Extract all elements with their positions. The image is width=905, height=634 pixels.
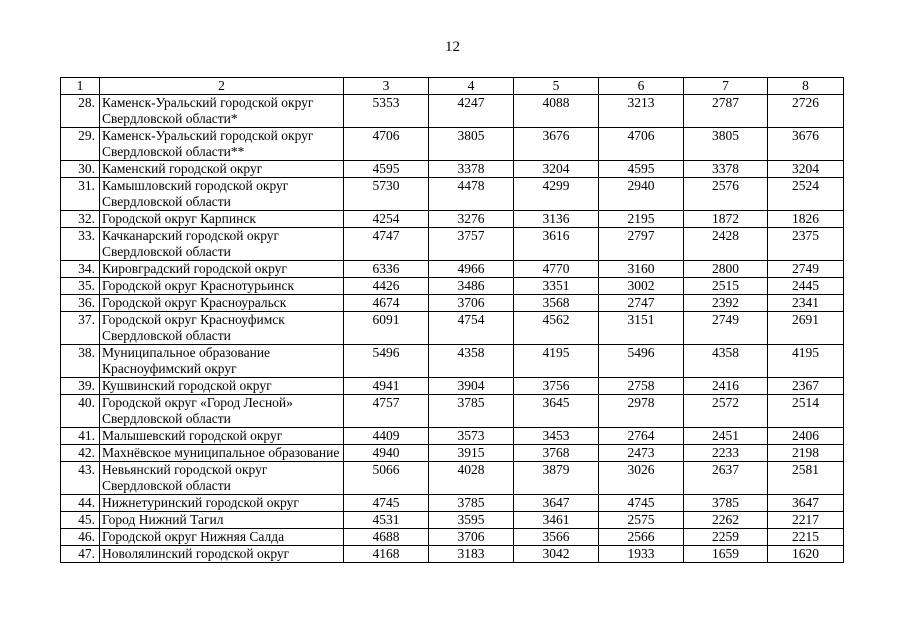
value-cell: 2581 (768, 462, 844, 495)
value-cell: 3461 (514, 512, 599, 529)
value-cell: 4595 (599, 161, 684, 178)
value-cell: 4168 (344, 546, 429, 563)
table-row (61, 378, 844, 395)
value-cell: 4562 (514, 312, 599, 345)
value-cell: 3785 (684, 495, 768, 512)
value-cell: 3645 (514, 395, 599, 428)
value-cell: 4706 (599, 128, 684, 161)
value-cell: 3904 (429, 378, 514, 395)
value-cell: 4941 (344, 378, 429, 395)
row-number: 34. (61, 261, 100, 278)
value-cell: 4358 (684, 345, 768, 378)
municipality-name: Городской округ Нижняя Салда (100, 529, 344, 546)
municipality-name: Городской округ «Город Лесной» Свердловской области (100, 395, 344, 428)
value-cell: 3573 (429, 428, 514, 445)
table-row (61, 95, 844, 128)
table-row (61, 395, 844, 428)
value-cell: 3378 (429, 161, 514, 178)
value-cell: 1620 (768, 546, 844, 563)
municipality-name: Кушвинский городской округ (100, 378, 344, 395)
value-cell: 2787 (684, 95, 768, 128)
value-cell: 1872 (684, 211, 768, 228)
table-row (61, 546, 844, 563)
header-cell: 5 (514, 78, 599, 95)
table-row (61, 295, 844, 312)
table-row (61, 512, 844, 529)
value-cell: 3915 (429, 445, 514, 462)
value-cell: 2195 (599, 211, 684, 228)
value-cell: 3756 (514, 378, 599, 395)
municipality-name: Муниципальное образование Красноуфимский округ (100, 345, 344, 378)
header-cell: 4 (429, 78, 514, 95)
value-cell: 2514 (768, 395, 844, 428)
value-cell: 6091 (344, 312, 429, 345)
header-cell: 1 (61, 78, 100, 95)
value-cell: 3647 (514, 495, 599, 512)
value-cell: 4754 (429, 312, 514, 345)
value-cell: 3768 (514, 445, 599, 462)
value-cell: 4088 (514, 95, 599, 128)
header-cell: 2 (100, 78, 344, 95)
value-cell: 1659 (684, 546, 768, 563)
value-cell: 3785 (429, 395, 514, 428)
value-cell: 2445 (768, 278, 844, 295)
row-number: 38. (61, 345, 100, 378)
row-number: 46. (61, 529, 100, 546)
value-cell: 4531 (344, 512, 429, 529)
value-cell: 2572 (684, 395, 768, 428)
row-number: 43. (61, 462, 100, 495)
row-number: 32. (61, 211, 100, 228)
value-cell: 4940 (344, 445, 429, 462)
value-cell: 4195 (768, 345, 844, 378)
municipality-name: Качканарский городской округ Свердловской области (100, 228, 344, 261)
municipality-name: Махнёвское муниципальное образование (100, 445, 344, 462)
table-row (61, 445, 844, 462)
value-cell: 3706 (429, 295, 514, 312)
value-cell: 2749 (768, 261, 844, 278)
value-cell: 2691 (768, 312, 844, 345)
row-number: 29. (61, 128, 100, 161)
value-cell: 2576 (684, 178, 768, 211)
row-number: 39. (61, 378, 100, 395)
table-row (61, 529, 844, 546)
value-cell: 3879 (514, 462, 599, 495)
value-cell: 3276 (429, 211, 514, 228)
value-cell: 2637 (684, 462, 768, 495)
value-cell: 4674 (344, 295, 429, 312)
value-cell: 2262 (684, 512, 768, 529)
value-cell: 4195 (514, 345, 599, 378)
value-cell: 2749 (684, 312, 768, 345)
value-cell: 3785 (429, 495, 514, 512)
value-cell: 3351 (514, 278, 599, 295)
value-cell: 4757 (344, 395, 429, 428)
municipality-name: Городской округ Красноуфимск Свердловской области (100, 312, 344, 345)
municipality-name: Городской округ Карпинск (100, 211, 344, 228)
value-cell: 6336 (344, 261, 429, 278)
value-cell: 2524 (768, 178, 844, 211)
value-cell: 2726 (768, 95, 844, 128)
row-number: 35. (61, 278, 100, 295)
value-cell: 4028 (429, 462, 514, 495)
value-cell: 4426 (344, 278, 429, 295)
value-cell: 5496 (599, 345, 684, 378)
header-cell: 8 (768, 78, 844, 95)
value-cell: 3151 (599, 312, 684, 345)
row-number: 41. (61, 428, 100, 445)
row-number: 47. (61, 546, 100, 563)
value-cell: 3183 (429, 546, 514, 563)
value-cell: 4254 (344, 211, 429, 228)
municipality-name: Малышевский городской округ (100, 428, 344, 445)
value-cell: 4247 (429, 95, 514, 128)
value-cell: 3757 (429, 228, 514, 261)
value-cell: 2451 (684, 428, 768, 445)
row-number: 42. (61, 445, 100, 462)
table-row (61, 278, 844, 295)
value-cell: 3213 (599, 95, 684, 128)
value-cell: 3026 (599, 462, 684, 495)
value-cell: 3453 (514, 428, 599, 445)
table-row (61, 312, 844, 345)
value-cell: 2428 (684, 228, 768, 261)
value-cell: 4409 (344, 428, 429, 445)
municipality-name: Каменск-Уральский городской округ Свердловской области** (100, 128, 344, 161)
value-cell: 5730 (344, 178, 429, 211)
header-cell: 6 (599, 78, 684, 95)
value-cell: 5353 (344, 95, 429, 128)
value-cell: 3805 (684, 128, 768, 161)
row-number: 44. (61, 495, 100, 512)
value-cell: 4299 (514, 178, 599, 211)
page-number: 12 (445, 39, 460, 55)
row-number: 31. (61, 178, 100, 211)
table-row (61, 261, 844, 278)
municipality-name: Каменск-Уральский городской округ Свердловской области* (100, 95, 344, 128)
municipality-name: Кировградский городской округ (100, 261, 344, 278)
table-body (61, 78, 844, 563)
value-cell: 3204 (514, 161, 599, 178)
table-row (61, 345, 844, 378)
table-row (61, 495, 844, 512)
municipality-name: Камышловский городской округ Свердловской области (100, 178, 344, 211)
value-cell: 3676 (768, 128, 844, 161)
value-cell: 2797 (599, 228, 684, 261)
value-cell: 2566 (599, 529, 684, 546)
municipality-name: Новолялинский городской округ (100, 546, 344, 563)
value-cell: 2978 (599, 395, 684, 428)
value-cell: 4478 (429, 178, 514, 211)
value-cell: 4706 (344, 128, 429, 161)
value-cell: 4745 (599, 495, 684, 512)
row-number: 37. (61, 312, 100, 345)
municipality-name: Нижнетуринский городской округ (100, 495, 344, 512)
header-cell: 7 (684, 78, 768, 95)
value-cell: 2575 (599, 512, 684, 529)
value-cell: 3568 (514, 295, 599, 312)
value-cell: 2747 (599, 295, 684, 312)
value-cell: 2215 (768, 529, 844, 546)
row-number: 36. (61, 295, 100, 312)
row-number: 28. (61, 95, 100, 128)
value-cell: 3160 (599, 261, 684, 278)
row-number: 33. (61, 228, 100, 261)
value-cell: 3378 (684, 161, 768, 178)
value-cell: 5066 (344, 462, 429, 495)
value-cell: 2375 (768, 228, 844, 261)
table-row (61, 128, 844, 161)
value-cell: 4745 (344, 495, 429, 512)
value-cell: 2758 (599, 378, 684, 395)
value-cell: 4595 (344, 161, 429, 178)
value-cell: 2515 (684, 278, 768, 295)
municipality-name: Городской округ Краснотурьинск (100, 278, 344, 295)
table-header-row (61, 78, 844, 95)
row-number: 30. (61, 161, 100, 178)
value-cell: 2764 (599, 428, 684, 445)
value-cell: 3042 (514, 546, 599, 563)
data-table (60, 77, 844, 563)
value-cell: 2233 (684, 445, 768, 462)
header-cell: 3 (344, 78, 429, 95)
table-row (61, 462, 844, 495)
table-row (61, 178, 844, 211)
value-cell: 3486 (429, 278, 514, 295)
value-cell: 2940 (599, 178, 684, 211)
value-cell: 2406 (768, 428, 844, 445)
value-cell: 3566 (514, 529, 599, 546)
value-cell: 2800 (684, 261, 768, 278)
municipality-name: Город Нижний Тагил (100, 512, 344, 529)
value-cell: 2198 (768, 445, 844, 462)
value-cell: 4770 (514, 261, 599, 278)
value-cell: 5496 (344, 345, 429, 378)
value-cell: 3647 (768, 495, 844, 512)
value-cell: 3805 (429, 128, 514, 161)
table-row (61, 428, 844, 445)
value-cell: 1933 (599, 546, 684, 563)
table-row (61, 211, 844, 228)
value-cell: 1826 (768, 211, 844, 228)
value-cell: 2392 (684, 295, 768, 312)
value-cell: 3595 (429, 512, 514, 529)
value-cell: 4358 (429, 345, 514, 378)
municipality-name: Каменский городской округ (100, 161, 344, 178)
value-cell: 2341 (768, 295, 844, 312)
value-cell: 3204 (768, 161, 844, 178)
value-cell: 3136 (514, 211, 599, 228)
value-cell: 2473 (599, 445, 684, 462)
table-row (61, 228, 844, 261)
value-cell: 4747 (344, 228, 429, 261)
value-cell: 2217 (768, 512, 844, 529)
value-cell: 3616 (514, 228, 599, 261)
municipality-name: Городской округ Красноуральск (100, 295, 344, 312)
value-cell: 3002 (599, 278, 684, 295)
value-cell: 3676 (514, 128, 599, 161)
municipality-name: Невьянский городской округ Свердловской области (100, 462, 344, 495)
row-number: 45. (61, 512, 100, 529)
value-cell: 2259 (684, 529, 768, 546)
value-cell: 3706 (429, 529, 514, 546)
table-row (61, 161, 844, 178)
value-cell: 4688 (344, 529, 429, 546)
value-cell: 2416 (684, 378, 768, 395)
row-number: 40. (61, 395, 100, 428)
value-cell: 2367 (768, 378, 844, 395)
value-cell: 4966 (429, 261, 514, 278)
